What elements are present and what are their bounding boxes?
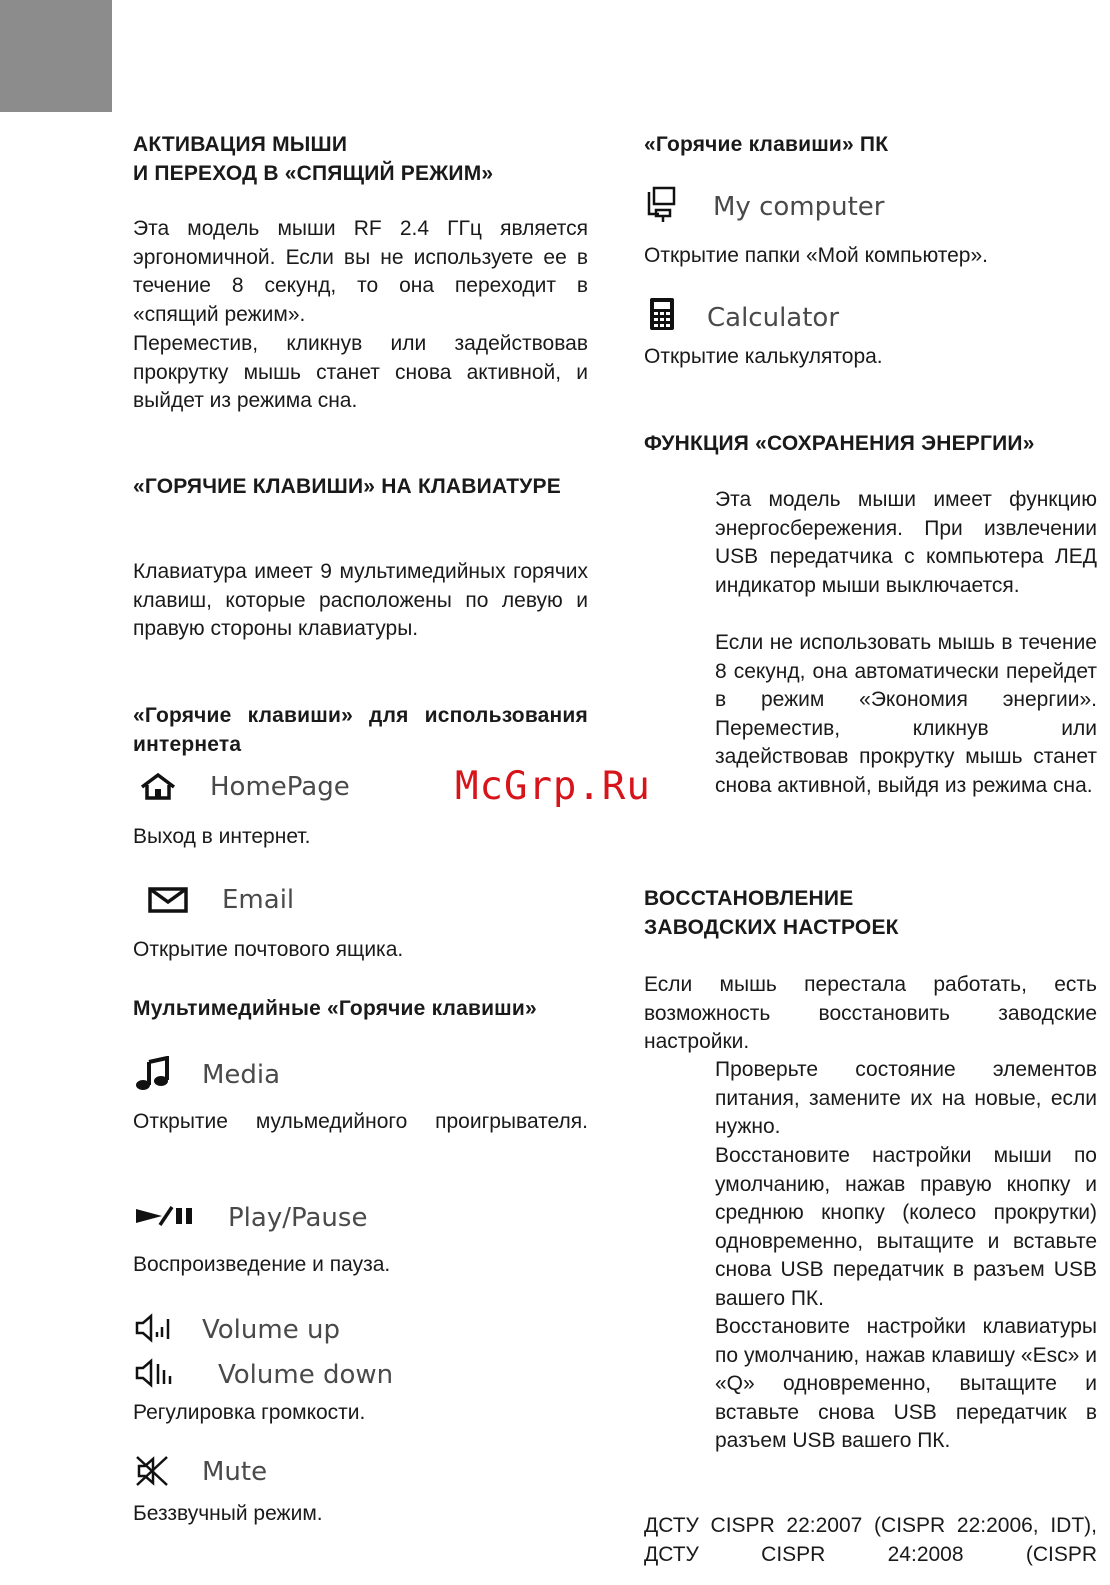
play-pause-description: Воспроизведение и пауза.	[133, 1253, 391, 1276]
media-label: Media	[202, 1060, 281, 1090]
my-computer-icon	[645, 185, 679, 225]
sec2-title: «ГОРЯЧИЕ КЛАВИШИ» НА КЛАВИАТУРЕ	[133, 475, 561, 498]
mute-icon	[134, 1455, 172, 1487]
multimedia-hotkeys-subtitle: Мультимедийные «Горячие клавиши»	[133, 997, 537, 1020]
email-description: Открытие почтового ящика.	[133, 938, 404, 961]
sec1-paragraph-1: Эта модель мыши RF 2.4 ГГц является эргономичной. Если вы не используете ее в течение 8 секунд, то она переходит в «спящий режим».	[133, 217, 588, 326]
energy-title: ФУНКЦИЯ «СОХРАНЕНИЯ ЭНЕРГИИ»	[644, 432, 1035, 455]
calculator-icon	[648, 297, 676, 331]
volume-down-label: Volume down	[218, 1360, 394, 1390]
media-description: Открытие мульмедийного проигрывателя.	[133, 1110, 588, 1133]
my-computer-description: Открытие папки «Мой компьютер».	[644, 244, 988, 267]
energy-paragraph-2: Если не использовать мышь в течение 8 секунд, она автоматически перейдет в режим «Экономия энергии». Переместив, кликнув или задействовав прокрутку мышь станет снова активной, выйдя из режима сна.	[715, 631, 1097, 797]
play-pause-icon	[136, 1203, 196, 1229]
music-note-icon	[133, 1055, 173, 1093]
my-computer-label: My computer	[713, 192, 885, 222]
volume-up-icon	[134, 1313, 174, 1343]
calculator-label: Calculator	[707, 303, 840, 333]
homepage-description: Выход в интернет.	[133, 825, 311, 848]
pc-hotkeys-title: «Горячие клавиши» ПК	[644, 133, 889, 156]
sec2-paragraph: Клавиатура имеет 9 мультимедийных горячих клавиш, которые расположены по левую и правую стороны клавиатуры.	[133, 560, 588, 641]
volume-description: Регулировка громкости.	[133, 1401, 366, 1424]
mute-description: Беззвучный режим.	[133, 1502, 323, 1525]
sec1-paragraph-2: Переместив, кликнув или задействовав прокрутку мышь станет снова активной, и выйдет из режима сна.	[133, 332, 588, 413]
energy-paragraph-1: Эта модель мыши имеет функцию энергосбережения. При извлечении USB передатчика с компьютера ЛЕД индикатор мыши выключается.	[715, 488, 1097, 597]
email-label: Email	[222, 885, 295, 915]
home-icon	[136, 770, 180, 804]
sec1-title: АКТИВАЦИЯ МЫШИ И ПЕРЕХОД В «СПЯЩИЙ РЕЖИМ»	[133, 133, 494, 185]
volume-up-label: Volume up	[202, 1315, 340, 1345]
play-pause-label: Play/Pause	[228, 1203, 368, 1233]
email-icon	[146, 885, 190, 915]
calculator-description: Открытие калькулятора.	[644, 345, 883, 368]
restore-paragraph-1: Если мышь перестала работать, есть возможность восстановить заводские настройки.	[644, 973, 1097, 1054]
restore-paragraph-3: Восстановите настройки мыши по умолчанию, нажав правую кнопку и среднюю кнопку (колесо прокрутки) одновременно, вытащите и вставьте снова USB передатчик в разъем USB вашего ПК.	[715, 1144, 1097, 1310]
restore-paragraph-2: Проверьте состояние элементов питания, замените их на новые, если нужно.	[715, 1058, 1097, 1139]
restore-title: ВОССТАНОВЛЕНИЕ ЗАВОДСКИХ НАСТРОЕК	[644, 887, 899, 939]
restore-paragraph-4: Восстановите настройки клавиатуры по умолчанию, нажав клавишу «Esc» и «Q» одновременно, вытащите и вставьте снова USB передатчик в разъем USB вашего ПК.	[715, 1315, 1097, 1453]
homepage-label: HomePage	[210, 772, 350, 802]
watermark: McGrp.Ru	[455, 764, 651, 809]
corner-block	[0, 0, 112, 112]
volume-down-icon	[134, 1358, 182, 1388]
standards-text: ДСТУ CISPR 22:2007 (CISPR 22:2006, IDT), ДСТУ CISPR 24:2008 (CISPR	[644, 1514, 1097, 1566]
internet-hotkeys-subtitle: «Горячие клавиши» для использования интернета	[133, 704, 588, 756]
mute-label: Mute	[202, 1457, 268, 1487]
